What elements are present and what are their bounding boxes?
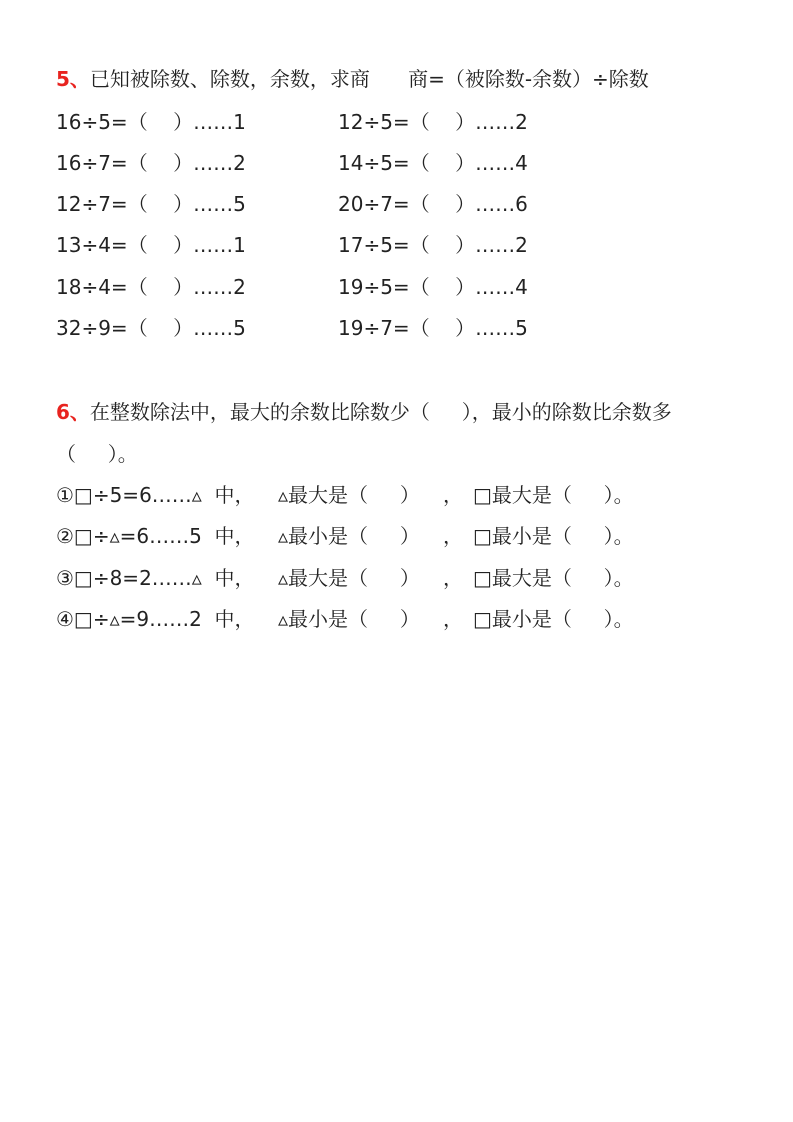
s5-row3-left: 12÷7=（ ）……5 (56, 192, 246, 216)
section5-heading (56, 66, 649, 92)
s6-item2-expr: ②□÷▵=6……5 中， (56, 524, 255, 548)
s5-row2-left: 16÷7=（ ）……2 (56, 151, 246, 175)
s5-row1-right: 12÷5=（ ）……2 (338, 110, 528, 134)
s6-item4-sq: □最小是（ ）。 (473, 607, 634, 631)
s5-row6-left: 32÷9=（ ）……5 (56, 316, 246, 340)
s6-item4-tri: ▵最小是（ ） (278, 607, 420, 631)
s6-item2-tri: ▵最小是（ ） (278, 524, 420, 548)
s5-row5-right: 19÷5=（ ）……4 (338, 275, 528, 299)
s6-item3-tri: ▵最大是（ ） (278, 566, 420, 590)
s6-item3-sq: □最大是（ ）。 (473, 566, 634, 590)
section6-title: 在整数除法中，最大的余数比除数少（ ），最小的除数比余数多 (89, 400, 672, 424)
s6-item3-comma: ， (443, 566, 463, 590)
section6-title-cont: （ ）。 (56, 442, 138, 466)
s6-item2-sq: □最小是（ ）。 (473, 524, 634, 548)
s5-row3-right: 20÷7=（ ）……6 (338, 192, 528, 216)
s6-item1-sq: □最大是（ ）。 (473, 483, 634, 507)
s6-item2-comma: ， (443, 524, 463, 548)
section5-number: 5、 (56, 67, 90, 91)
s6-item1-comma: ， (443, 483, 463, 507)
section6-heading (56, 399, 672, 425)
s5-row2-right: 14÷5=（ ）……4 (338, 151, 528, 175)
s6-item4-comma: ， (443, 607, 463, 631)
s6-item3-expr: ③□÷8=2……▵ 中， (56, 566, 255, 590)
section5-title: 已知被除数、除数，余数，求商 商=（被除数-余数）÷除数 (89, 67, 649, 91)
s5-row6-right: 19÷7=（ ）……5 (338, 316, 528, 340)
s5-row4-right: 17÷5=（ ）……2 (338, 233, 528, 257)
s5-row5-left: 18÷4=（ ）……2 (56, 275, 246, 299)
s5-row1-left: 16÷5=（ ）……1 (56, 110, 246, 134)
s5-row4-left: 13÷4=（ ）……1 (56, 233, 246, 257)
section6-number: 6、 (56, 400, 90, 424)
s6-item4-expr: ④□÷▵=9……2 中， (56, 607, 255, 631)
s6-item1-tri: ▵最大是（ ） (278, 483, 420, 507)
s6-item1-expr: ①□÷5=6……▵ 中， (56, 483, 255, 507)
